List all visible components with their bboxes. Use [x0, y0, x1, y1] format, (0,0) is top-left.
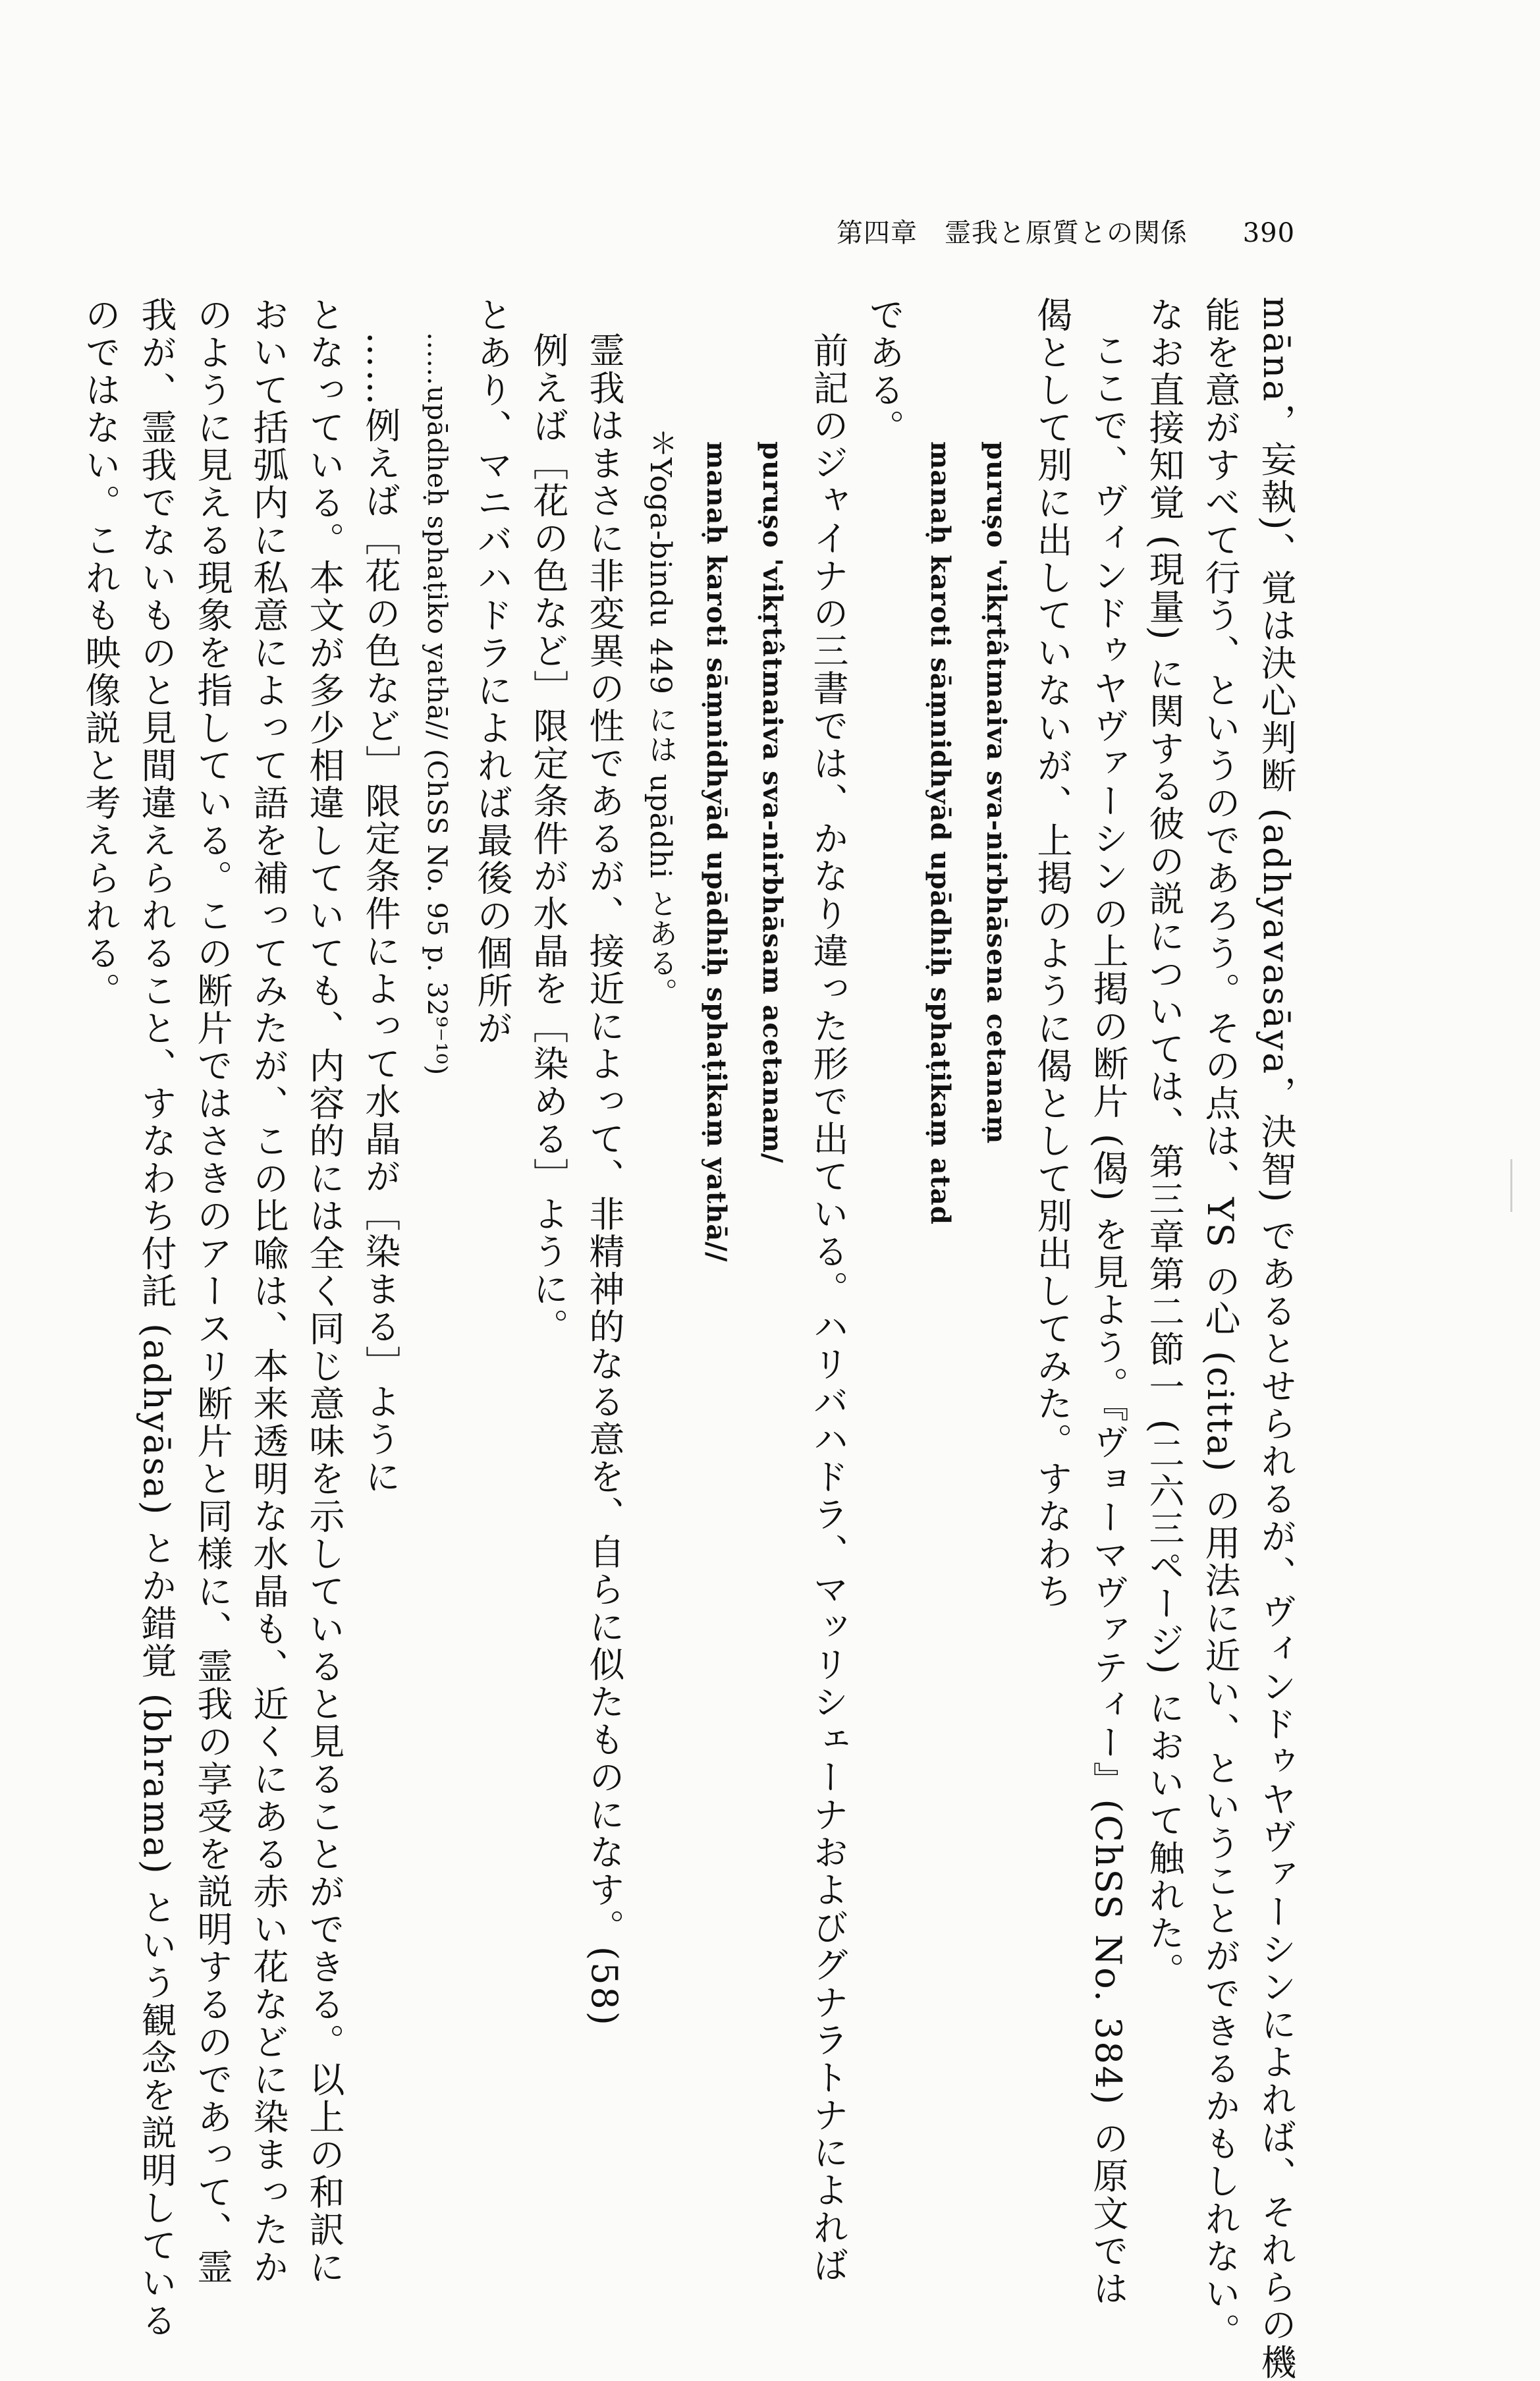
scan-edge-mark: [1510, 1159, 1512, 1212]
sanskrit-verse-line: puruṣo 'vikṛtâtmaiva sva-nirbhāsam acetanam/: [757, 441, 788, 1164]
sanskrit-verse-line: puruṣo 'vikṛtâtmaiva sva-nirbhāsena cetanaṃ: [981, 441, 1012, 1145]
sanskrit-verse-line: manaḥ karoti sāṃnidhyād upādhiḥ sphaṭikaṃ atad: [925, 441, 956, 1225]
verse-note: ＊Yoga-bindu 449 には upādhi とある。: [644, 428, 677, 1008]
page-number: 390: [1242, 218, 1296, 248]
running-header: [837, 212, 1296, 252]
text-line: である。: [864, 296, 905, 447]
sanskrit-verse-line: manaḥ karoti sāṃnidhyād upādhiḥ sphaṭikaṃ yathā//: [701, 441, 732, 1263]
text-line: となっている。本文が多少相違していても、内容的には全く同じ意味を示していると見ることができる。以上の和訳に: [304, 296, 345, 2286]
sanskrit-citation-line: ……upādheḥ sphaṭiko yathā// (ChSS No. 95 p. 32⁹⁻¹⁰): [422, 332, 452, 1076]
translation-line: 霊我はまさに非変異の性であるが、接近によって、非精神的なる意を、自らに似たものになす。(58): [584, 332, 625, 2027]
text-line: のように見える現象を指している。この断片ではさきのアースリ断片と同様に、霊我の享受を説明するのであって、霊: [192, 296, 233, 2286]
translation-line: 例えば［花の色など］限定条件が水晶を［染める］ように。: [528, 332, 569, 1346]
translation-line: ……例えば［花の色など］限定条件によって水晶が［染まる］ように: [360, 332, 401, 1496]
text-line: ここで、ヴィンドゥヤヴァーシンの上掲の断片 (偈) を見よう。『ヴョーマヴァティー』(ChSS No. 384) の原文では: [1087, 332, 1129, 2308]
chapter-title: 第四章 霊我と原質との関係: [837, 218, 1188, 248]
text-line: 前記のジャイナの三書では、かなり違った形で出ている。ハリバハドラ、マッリシェーナおよびグナラトナによれば: [808, 332, 849, 2284]
text-line: 能を意がすべて行う、というのであろう。その点は、YS の心 (citta) の用法に近い、ということができるかもしれない。: [1199, 296, 1241, 2351]
text-line: māna，妄執)、覚は決心判断 (adhyavasāya，決智) であるとせられるが、ヴィンドゥヤヴァーシンによれば、それらの機: [1255, 296, 1297, 2381]
text-line: 偈として別に出していないが、上掲のように偈として別出してみた。すなわち: [1031, 296, 1073, 1610]
main-text: [80, 296, 1304, 2381]
text-line: なお直接知覚 (現量) に関する彼の説については、第三章第二節一 (二六三ページ) において触れた。: [1143, 296, 1185, 1990]
text-line: とあり、マニバハドラによれば最後の個所が: [472, 296, 513, 1047]
text-line: おいて括弧内に私意によって語を補ってみたが、この比喩は、本来透明な水晶も、近くにある赤い花などに染まったか: [248, 296, 289, 2286]
text-line: 我が、霊我でないものと見間違えられること、すなわち付託 (adhyāsa) とか錯覚 (bhrama) という観念を説明している: [136, 296, 177, 2340]
text-line: のではない。これも映像説と考えられる。: [80, 296, 121, 1010]
